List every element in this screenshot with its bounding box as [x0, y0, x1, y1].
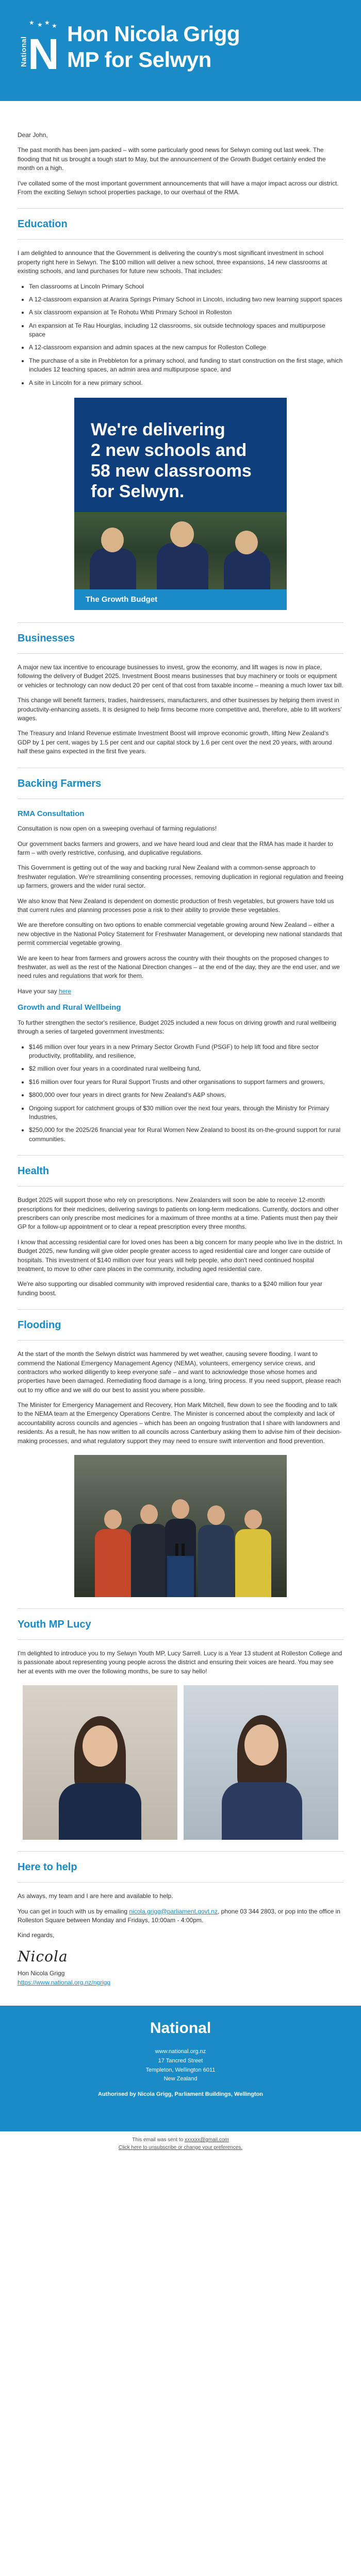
education-paragraph: I am delighted to announce that the Government is delivering the country's most significant investment in school property right here in Selwyn. The $100 million will deliver a new school, three expansions, 14 new classrooms at existing schools, and land purchases for future new schools. That includes:	[18, 249, 327, 275]
businesses-paragraph: This change will benefit farmers, tradies, hairdressers, manufacturers, and other businesses by helping them invest in productivity-enhancing assets. It is designed to help firms become more competitive and, therefore, able to lift workers' wages.	[18, 697, 342, 722]
growth-budget-promo-image	[74, 398, 287, 610]
have-your-say-text: Have your say	[18, 987, 57, 995]
subtitle-rma: RMA Consultation	[18, 809, 85, 818]
help-contact-paragraph	[18, 1907, 343, 1925]
farmers-paragraph: We are therefore consulting on two options to enable commercial vegetable growing around New Zealand – either a new objective in the National Policy Statement for Freshwater Management, or developing new national standards that permit commercial vegetable growing.	[18, 921, 342, 947]
businesses-paragraph: A major new tax incentive to encourage businesses to invest, grow the economy, and lift wages is now in place, following the delivery of Budget 2025. Investment Boost means businesses that buy machinery or tools or equipment or vehicles or technology can now deduct 20 per cent of that cost from taxable income – meaning a much lower tax bill.	[18, 664, 343, 689]
greeting: Dear John,	[18, 131, 48, 139]
list-item: • A six classroom expansion at Te Rohotu Whiti Primary School in Rolleston	[29, 308, 343, 317]
intro-paragraph: I've collated some of the most important government announcements that will have a major impact across our district. From the exciting Selwyn school properties package, to our overhaul of the RMA.	[18, 179, 339, 196]
logo-word: National	[19, 36, 28, 67]
help-paragraph: As always, my team and I are here and available to help.	[18, 1892, 173, 1900]
newsletter-footer	[0, 2006, 361, 2131]
promo-footer: The Growth Budget	[74, 589, 287, 610]
businesses-paragraph: The Treasury and Inland Revenue estimate Investment Boost will improve economic growth, lifting New Zealand's GDP by 1 per cent, wages by 1.5 per cent and our capital stock by 1.6 per cent over the next 20 years, with around half these gains expected in the first five years.	[18, 730, 332, 755]
youth-paragraph: I'm delighted to introduce you to my Selwyn Youth MP, Lucy Sarrell. Lucy is a Year 13 student at Rolleston College and is passionate about representing young people across the district and ensuring their voices are heard. You may see her at events with me over the following months, be sure to say hello!	[18, 1650, 342, 1675]
list-item: • The purchase of a site in Prebbleton for a primary school, and funding to start construction on the first stage, which includes 12 teaching spaces, an admin area and multipurpose space, and	[29, 357, 343, 375]
unsubscribe-block	[0, 2131, 361, 2160]
email-link[interactable]: nicola.grigg@parliament.govt.nz	[129, 1907, 218, 1915]
promo-line: for Selwyn.	[91, 482, 185, 502]
health-paragraph: We're also supporting our disabled community with improved residential care, thanks to a $240 million four year funding boost.	[18, 1280, 323, 1297]
list-item: • $16 million over four years for Rural Support Trusts and other organisations to support farmers and growers,	[29, 1078, 343, 1087]
farmers-paragraph: This Government is getting out of the way and backing rural New Zealand with a common-sense approach to freshwater regulation. We're streamlining consenting processes, removing duplication in regional regulation and freeing up farmers, growers and the wider rural sector.	[18, 864, 343, 890]
youth-mp-photo	[23, 1685, 177, 1840]
signoff-name: Hon Nicola Grigg	[18, 1970, 65, 1977]
help-contact-text: You can get in touch with us by emailing	[18, 1907, 128, 1915]
footer-address: New Zealand	[163, 2076, 198, 2082]
section-title-youth: Youth MP Lucy	[18, 1609, 343, 1640]
lectern	[167, 1556, 194, 1597]
newsletter-body	[0, 101, 361, 1987]
list-item: • An expansion at Te Rau Hourglas, including 12 classrooms, six outside technology spaces and multipurpose space	[29, 321, 343, 340]
newsletter-header	[0, 0, 361, 101]
microphone-icon	[175, 1544, 178, 1556]
recipient-email-link[interactable]: xxxxxx@gmail.com	[185, 2137, 229, 2143]
list-item: • A 12-classroom expansion at Ararira Springs Primary School in Lincoln, including two new learning support spaces	[29, 295, 343, 304]
flooding-paragraph: The Minister for Emergency Management and Recovery, Hon Mark Mitchell, flew down to see the flooding and to talk to the NEMA team at the Emergency Operations Centre. The Minister is concerned about the complexity and lack of accountability across councils and agencies – which has been an ongoing frustration that I share with landowners and residents. As a result, he has now written to all councils across Canterbury asking them to advise him of their decision-making processes, and what regulatory support they may need to ensure swift intervention and flood prevention.	[18, 1401, 342, 1445]
growth-paragraph: To further strengthen the sector's resilience, Budget 2025 included a new focus on driving growth and rural wellbeing through a series of targeted government investments:	[18, 1019, 336, 1036]
footer-address: 17 Tancred Street	[158, 2057, 203, 2064]
star-icon: ★	[29, 19, 35, 26]
farmers-paragraph: Our government backs farmers and growers, and we have heard loud and clear that the RMA has made it harder to farm – with overly restrictive, confusing, and duplicative regulations.	[18, 840, 333, 857]
education-list	[29, 282, 343, 388]
list-item: • Ongoing support for catchment groups of $30 million over the next four years, through the Ministry for Primary Industries,	[29, 1104, 343, 1122]
list-item: • $146 million over four years in a new Primary Sector Growth Fund (PSGF) to help lift food and fibre sector productivity, profitability, and resilience,	[29, 1043, 343, 1061]
growth-list	[29, 1043, 343, 1144]
section-title-farmers: Backing Farmers	[18, 768, 343, 799]
youth-mp-photo	[184, 1685, 338, 1840]
help-contact-text: , phone 03 344 2803, or pop into the office in Rolleston Square between Monday and Fridays, 10:00am - 4:00pm.	[18, 1907, 340, 1924]
section-title-health: Health	[18, 1156, 343, 1187]
header-title: Hon Nicola Grigg	[67, 22, 240, 46]
list-item: • A site in Lincoln for a new primary school.	[29, 379, 343, 387]
footer-website-link[interactable]: www.national.org.nz	[155, 2048, 206, 2055]
star-icon: ★	[37, 21, 43, 28]
footer-address: Templeton, Wellington 6011	[145, 2066, 216, 2073]
signature: Nicola	[18, 1947, 68, 1965]
section-title-flooding: Flooding	[18, 1310, 343, 1341]
intro-paragraph: The past month has been jam-packed – with some particularly good news for Selwyn coming out last week. The flooding that hit us brought a tough start to May, but the announcement of the Growth Budget certainly ended the month on a high.	[18, 146, 326, 172]
authorisation-statement: Authorised by Nicola Grigg, Parliament Buildings, Wellington	[97, 2091, 264, 2098]
section-title-businesses: Businesses	[18, 623, 343, 654]
promo-line: We're delivering	[91, 420, 225, 440]
list-item: • $800,000 over four years in direct grants for New Zealand's A&P shows,	[29, 1091, 343, 1099]
list-item: • $250,000 for the 2025/26 financial year for Rural Women New Zealand to boost its on-the-ground support for rural communities.	[29, 1126, 343, 1144]
health-paragraph: I know that accessing residential care for loved ones has been a big concern for many people who live in the district. In Budget 2025, new funding will give older people greater access to aged residential care and longer care outside of hospitals. This investment of $140 million over four years will help people, who don't need continued hospital treatment, to move to other care places in the community, including aged residential care.	[18, 1238, 342, 1273]
national-logo	[10, 20, 64, 77]
farmers-paragraph: We are keen to hear from farmers and growers across the country with their thoughts on the proposed changes to freshwater, as well as the rest of the National Direction changes – at the end of the day, they are the end user, and we need rules and regulations that work for them.	[18, 954, 340, 980]
list-item: • Ten classrooms at Lincoln Primary School	[29, 282, 343, 291]
intro-section	[18, 101, 343, 197]
star-icon: ★	[44, 19, 50, 26]
have-your-say-link[interactable]: here	[59, 987, 72, 995]
unsubscribe-text: This email was sent to	[132, 2137, 184, 2143]
promo-line: 58 new classrooms	[91, 461, 252, 481]
logo-n-mark: N	[28, 30, 59, 78]
website-link[interactable]: https://www.national.org.nz/ngrigg	[18, 1978, 111, 1986]
section-title-help: Here to help	[18, 1852, 343, 1883]
have-your-say	[18, 987, 343, 996]
section-title-education: Education	[18, 209, 343, 240]
unsubscribe-link[interactable]: Click here to unsubscribe or change your preferences.	[118, 2144, 243, 2150]
flooding-paragraph: At the start of the month the Selwyn district was hammered by wet weather, causing severe flooding. I want to commend the National Emergency Management Agency (NEMA), volunteers, emergency service crews, and contractors who worked diligently to keep everyone safe – and want to acknowledge those whose homes and properties have been damaged. Remediating flood damage is a long, tiring process. If you need support, please reach out to my office and we will do our best to assist you where possible.	[18, 1350, 341, 1394]
microphone-icon	[182, 1544, 185, 1556]
list-item: • $2 million over four years in a coordinated rural wellbeing fund,	[29, 1064, 343, 1073]
flooding-press-conference-photo	[74, 1455, 287, 1597]
footer-logo: National	[150, 2020, 211, 2037]
health-paragraph: Budget 2025 will support those who rely on prescriptions. New Zealanders will soon be able to receive 12-month prescriptions for their medicines, delivering savings to patients on long-term medications. Currently, doctors and other prescribers can only prescribe most medicines for a maximum of three months at a time. Patients must then pay their GP for a follow-up appointment or to clear a repeat prescription every three months.	[18, 1196, 339, 1231]
farmers-paragraph: Consultation is now open on a sweeping overhaul of farming regulations!	[18, 825, 217, 833]
header-subtitle: MP for Selwyn	[67, 47, 211, 72]
list-item: • A 12-classroom expansion and admin spaces at the new campus for Rolleston College	[29, 343, 343, 352]
star-icon: ★	[52, 22, 57, 29]
youth-mp-photos	[18, 1685, 343, 1840]
subtitle-growth: Growth and Rural Wellbeing	[18, 1003, 121, 1012]
promo-line: 2 new schools and	[91, 440, 247, 461]
regards: Kind regards,	[18, 1931, 55, 1939]
farmers-paragraph: We also know that New Zealand is dependent on domestic production of fresh vegetables, but growers have told us that current rules and planning processes pose a risk to their ability to provide these vegetables.	[18, 897, 334, 914]
